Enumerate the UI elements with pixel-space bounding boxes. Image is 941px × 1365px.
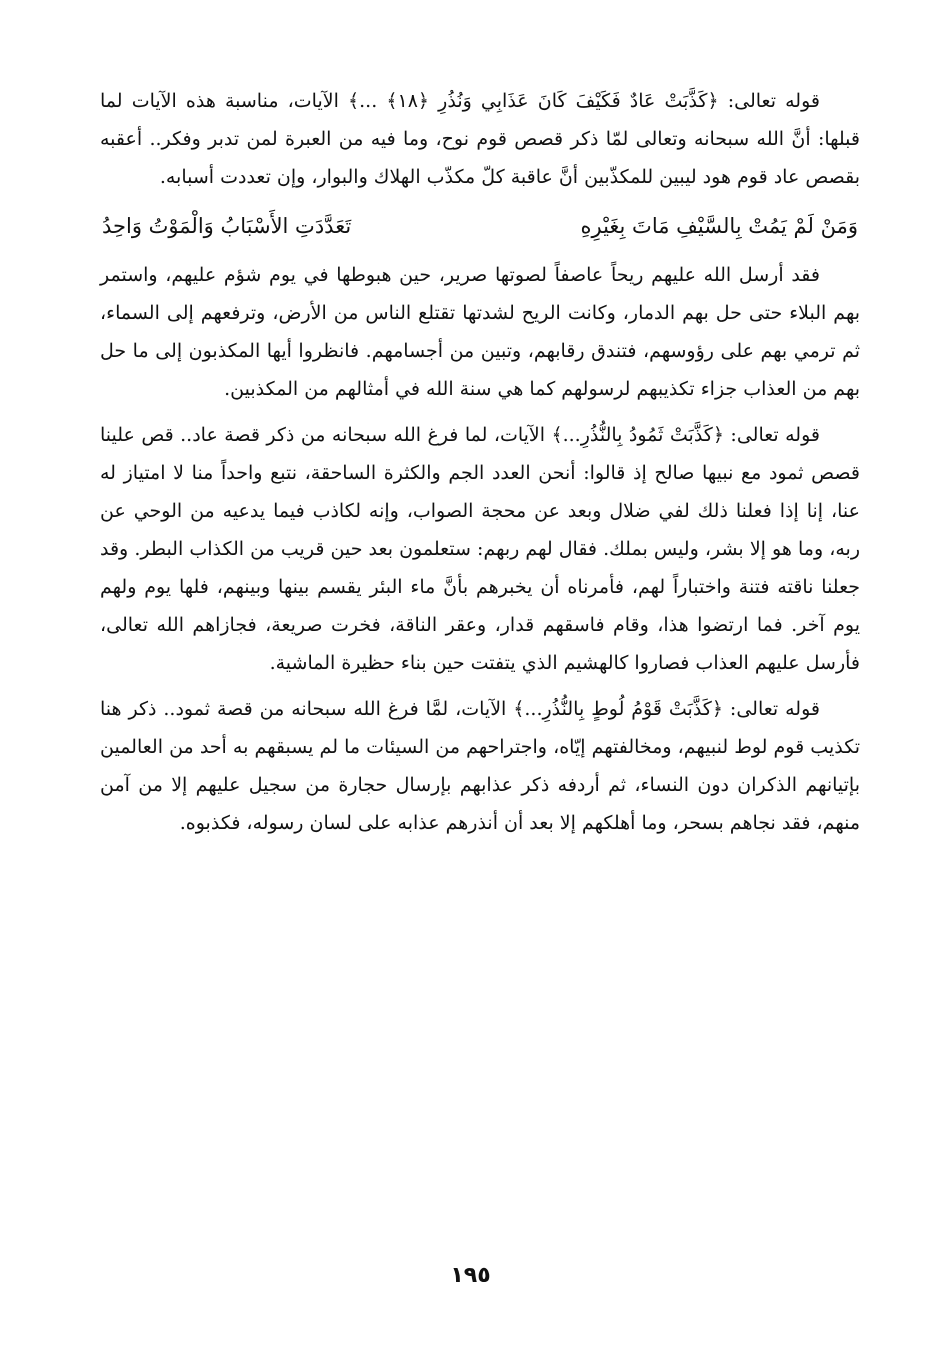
paragraph-lut: قوله تعالى: ﴿كَذَّبَتْ قَوْمُ لُوطٍ بِالنُّذُرِ...﴾ الآيات، لمَّا فرغ الله سبحانه من قصة ثمود.. ذكر هنا تكذيب قوم لوط لنبيهم، ومخالفتهم إيّاه، واجتراحهم من السيئات ما لم يسبقهم به أحد من العالمين بإتيانهم الذكران دون النساء، ثم أردفه ذكر عذابهم بإرسال حجارة من سجيل عليهم إلا من آمن منهم، فقد نجاهم بسحر، وما أهلكهم إلا بعد أن أنذرهم عذابه على لسان رسوله، فكذبوه.	[100, 698, 860, 834]
verse-first-hemistich: وَمَنْ لَمْ يَمُتْ بِالسَّيْفِ مَاتَ بِغَيْرِهِ	[580, 214, 858, 238]
paragraph-ad-punishment: فقد أرسل الله عليهم ريحاً عاصفاً لصوتها صرير، حين هبوطها في يوم شؤم عليهم، واستمر بهم البلاء حتى حل بهم الدمار، وكانت الريح لشدتها تقتلع الناس من الأرض، وترفعهم إلى السماء، ثم ترمي بهم على رؤوسهم، فتندق رقابهم، وتبين من أجسامهم. فانظروا أيها المكذبون إلى ما حل بهم من العذاب جزاء تكذيبهم لرسولهم كما هي سنة الله في أمثالهم من المكذبين.	[100, 264, 860, 400]
paragraph-ad-intro: قوله تعالى: ﴿كَذَّبَتْ عَادٌ فَكَيْفَ كَانَ عَذَابِي وَنُذُرِ ﴿١٨﴾ ...﴾ الآيات، مناسبة هذه الآيات لما قبلها: أنَّ الله سبحانه وتعالى لمّا ذكر قصص قوم نوح، وما فيه من العبرة لمن تدبر وفكر.. أعقبه بقصص عاد قوم هود ليبين للمكذّبين أنَّ عاقبة كلّ مكذّب الهلاك والبوار، وإن تعددت أسبابه.	[100, 90, 860, 188]
poetry-verse	[100, 204, 860, 248]
verse-second-hemistich: تَعَدَّدَتِ الأَسْبَابُ وَالْمَوْتُ وَاحِدُ	[102, 214, 352, 238]
page-number: ١٩٥	[450, 1263, 491, 1288]
page-body	[100, 82, 860, 842]
paragraph-thamud: قوله تعالى: ﴿كَذَّبَتْ ثَمُودُ بِالنُّذُرِ...﴾ الآيات، لما فرغ الله سبحانه من ذكر قصة عاد.. قص علينا قصص ثمود مع نبيها صالح إذ قالوا: أنحن العدد الجم والكثرة الساحقة، نتبع واحداً منا لا امتياز له عنا، إنا إذا فعلنا ذلك لفي ضلال وبعد عن محجة الصواب، وإنه لكاذب فيما يدعيه من الوحي عن ربه، وما هو إلا بشر، وليس بملك. فقال لهم ربهم: ستعلمون بعد حين قريب من الكذاب البطر. وقد جعلنا ناقته فتنة واختباراً لهم، فأمرناه أن يخبرهم بأنَّ ماء البئر يقسم بينها وبينهم، فلها يوم ولهم يوم آخر. فما ارتضوا هذا، وقام فاسقهم قدار، وعقر الناقة، فخرت صريعة، فجازاهم الله تعالى، فأرسل عليهم العذاب فصاروا كالهشيم الذي يتفتت حين بناء حظيرة الماشية.	[100, 424, 860, 674]
